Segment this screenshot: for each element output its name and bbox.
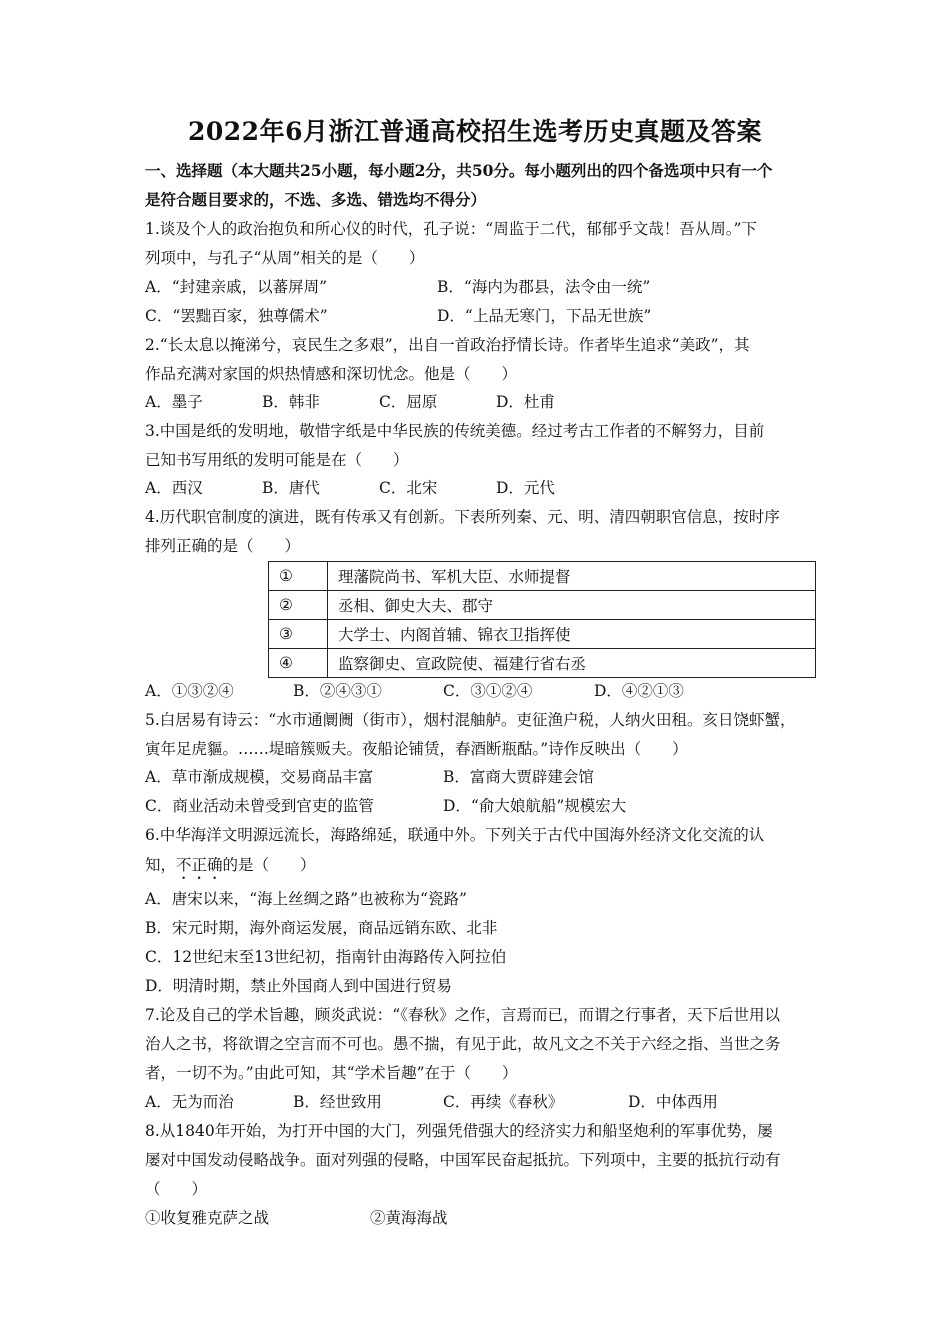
question-7-option-c: C．再续《春秋》: [443, 1093, 564, 1111]
question-5-option-a: A．草市渐成规模，交易商品丰富: [145, 768, 374, 786]
question-2-option-b: B．韩非: [262, 393, 320, 411]
question-4-option-c: C．③①②④: [443, 682, 533, 700]
question-5-stem-line-1: 5.白居易有诗云：“水市通阛阓（街市），烟村混舳舻。吏征渔户税，人纳火田租。亥日饶虾蟹，: [145, 711, 796, 729]
question-1-option-c: C．“罢黜百家，独尊儒术”: [145, 307, 328, 325]
question-2-option-a: A．墨子: [145, 393, 203, 411]
question-5-option-c: C．商业活动未曾受到官吏的监管: [145, 797, 374, 815]
section-instruction-line-1: 一、选择题（本大题共25小题，每小题2分，共50分。每小题列出的四个备选项中只有一个: [145, 161, 773, 180]
question-4-stem-line-2: 排列正确的是（ ）: [145, 537, 301, 555]
table-cell-number: ①: [269, 562, 328, 591]
question-4-option-a: A．①③②④: [145, 682, 234, 700]
question-1-stem-line-2: 列项中，与孔子“从周”相关的是（ ）: [145, 249, 425, 267]
question-3-option-a: A．西汉: [145, 479, 203, 497]
question-4-table: [268, 561, 816, 678]
question-3-option-b: B．唐代: [262, 479, 320, 497]
question-6-option-a: A．唐宋以来，“海上丝绸之路”也被称为“瓷路”: [145, 890, 467, 908]
question-8-stem-line-2: 屡对中国发动侵略战争。面对列强的侵略，中国军民奋起抵抗。下列项中，主要的抵抗行动有: [145, 1151, 781, 1169]
question-1-stem-line-1: 1.谈及个人的政治抱负和所心仪的时代，孔子说：“周监于二代，郁郁乎文哉！吾从周。”下: [145, 220, 757, 238]
question-1-option-d: D．“上品无寒门，下品无世族”: [437, 307, 652, 325]
table-cell-number: ④: [269, 649, 328, 678]
table-cell-text: 丞相、御史大夫、郡守: [328, 591, 816, 620]
question-5-option-d: D．“俞大娘航船”规模宏大: [443, 797, 627, 815]
question-4-option-d: D．④②①③: [594, 682, 684, 700]
question-6-option-b: B．宋元时期，海外商运发展，商品远销东欧、北非: [145, 919, 498, 937]
table-row: [269, 649, 816, 678]
question-8-stem-line-3: （ ）: [145, 1180, 208, 1198]
question-8-item-1: ①收复雅克萨之战: [145, 1209, 270, 1227]
question-2-stem-line-2: 作品充满对家国的炽热情感和深切忧念。他是（ ）: [145, 365, 518, 383]
question-1-option-a: A．“封建亲戚，以蕃屏周”: [145, 278, 328, 296]
question-6-stem-suffix: 的是（ ）: [222, 856, 316, 874]
table-row: [269, 591, 816, 620]
question-6-option-d: D．明清时期，禁止外国商人到中国进行贸易: [145, 977, 452, 995]
question-6-option-c: C．12世纪末至13世纪初，指南针由海路传入阿拉伯: [145, 948, 507, 966]
question-5-stem-line-2: 寅年足虎貙。……堤暗簇贩夫。夜船论铺赁，春酒断瓶酤。”诗作反映出（ ）: [145, 740, 688, 758]
table-cell-text: 理藩院尚书、军机大臣、水师提督: [328, 562, 816, 591]
question-6-stem-line-1: 6.中华海洋文明源远流长，海路绵延，联通中外。下列关于古代中国海外经济文化交流的认: [145, 826, 765, 844]
question-5-option-b: B．富商大贾辟建会馆: [443, 768, 594, 786]
question-7-option-b: B．经世致用: [293, 1093, 382, 1111]
question-8-item-2: ②黄海海战: [370, 1209, 448, 1227]
question-7-option-a: A．无为而治: [145, 1093, 234, 1111]
question-3-stem-line-2: 已知书写用纸的发明可能是在（ ）: [145, 451, 409, 469]
page-title: 2022年6月浙江普通高校招生选考历史真题及答案: [188, 117, 762, 146]
emphasis-not-correct: 不正确: [176, 856, 223, 874]
table-cell-number: ③: [269, 620, 328, 649]
question-3-stem-line-1: 3.中国是纸的发明地，敬惜字纸是中华民族的传统美德。经过考古工作者的不解努力，目前: [145, 422, 765, 440]
table-cell-number: ②: [269, 591, 328, 620]
table-cell-text: 监察御史、宣政院使、福建行省右丞: [328, 649, 816, 678]
question-7-stem-line-1: 7.论及自己的学术旨趣，顾炎武说：“《春秋》之作，言焉而已，而谓之行事者，天下后世用以: [145, 1006, 780, 1024]
question-7-option-d: D．中体西用: [628, 1093, 718, 1111]
question-3-option-c: C．北宋: [379, 479, 438, 497]
question-4-option-b: B．②④③①: [293, 682, 382, 700]
question-6-stem-prefix: 知，: [145, 856, 177, 874]
question-2-option-d: D．杜甫: [496, 393, 555, 411]
section-instruction-line-2: 是符合题目要求的，不选、多选、错选均不得分）: [145, 190, 487, 209]
question-8-stem-line-1: 8.从1840年开始，为打开中国的大门，列强凭借强大的经济实力和船坚炮利的军事优势，屡: [145, 1122, 773, 1140]
question-2-option-c: C．屈原: [379, 393, 438, 411]
table-cell-text: 大学士、内阁首辅、锦衣卫指挥使: [328, 620, 816, 649]
question-3-option-d: D．元代: [496, 479, 555, 497]
table-row: [269, 620, 816, 649]
table-row: [269, 562, 816, 591]
question-6-stem-line-2: [145, 855, 316, 883]
question-1-option-b: B．“海内为郡县，法令由一统”: [437, 278, 651, 296]
question-2-stem-line-1: 2.“长太息以掩涕兮，哀民生之多艰”，出自一首政治抒情长诗。作者毕生追求“美政”，其: [145, 336, 750, 354]
question-7-stem-line-3: 者，一切不为。”由此可知，其“学术旨趣”在于（ ）: [145, 1064, 518, 1082]
question-4-stem-line-1: 4.历代职官制度的演进，既有传承又有创新。下表所列秦、元、明、清四朝职官信息，按时序: [145, 508, 780, 526]
question-7-stem-line-2: 治人之书，将欲谓之空言而不可也。愚不揣，有见于此，故凡文之不关于六经之指、当世之务: [145, 1035, 781, 1053]
